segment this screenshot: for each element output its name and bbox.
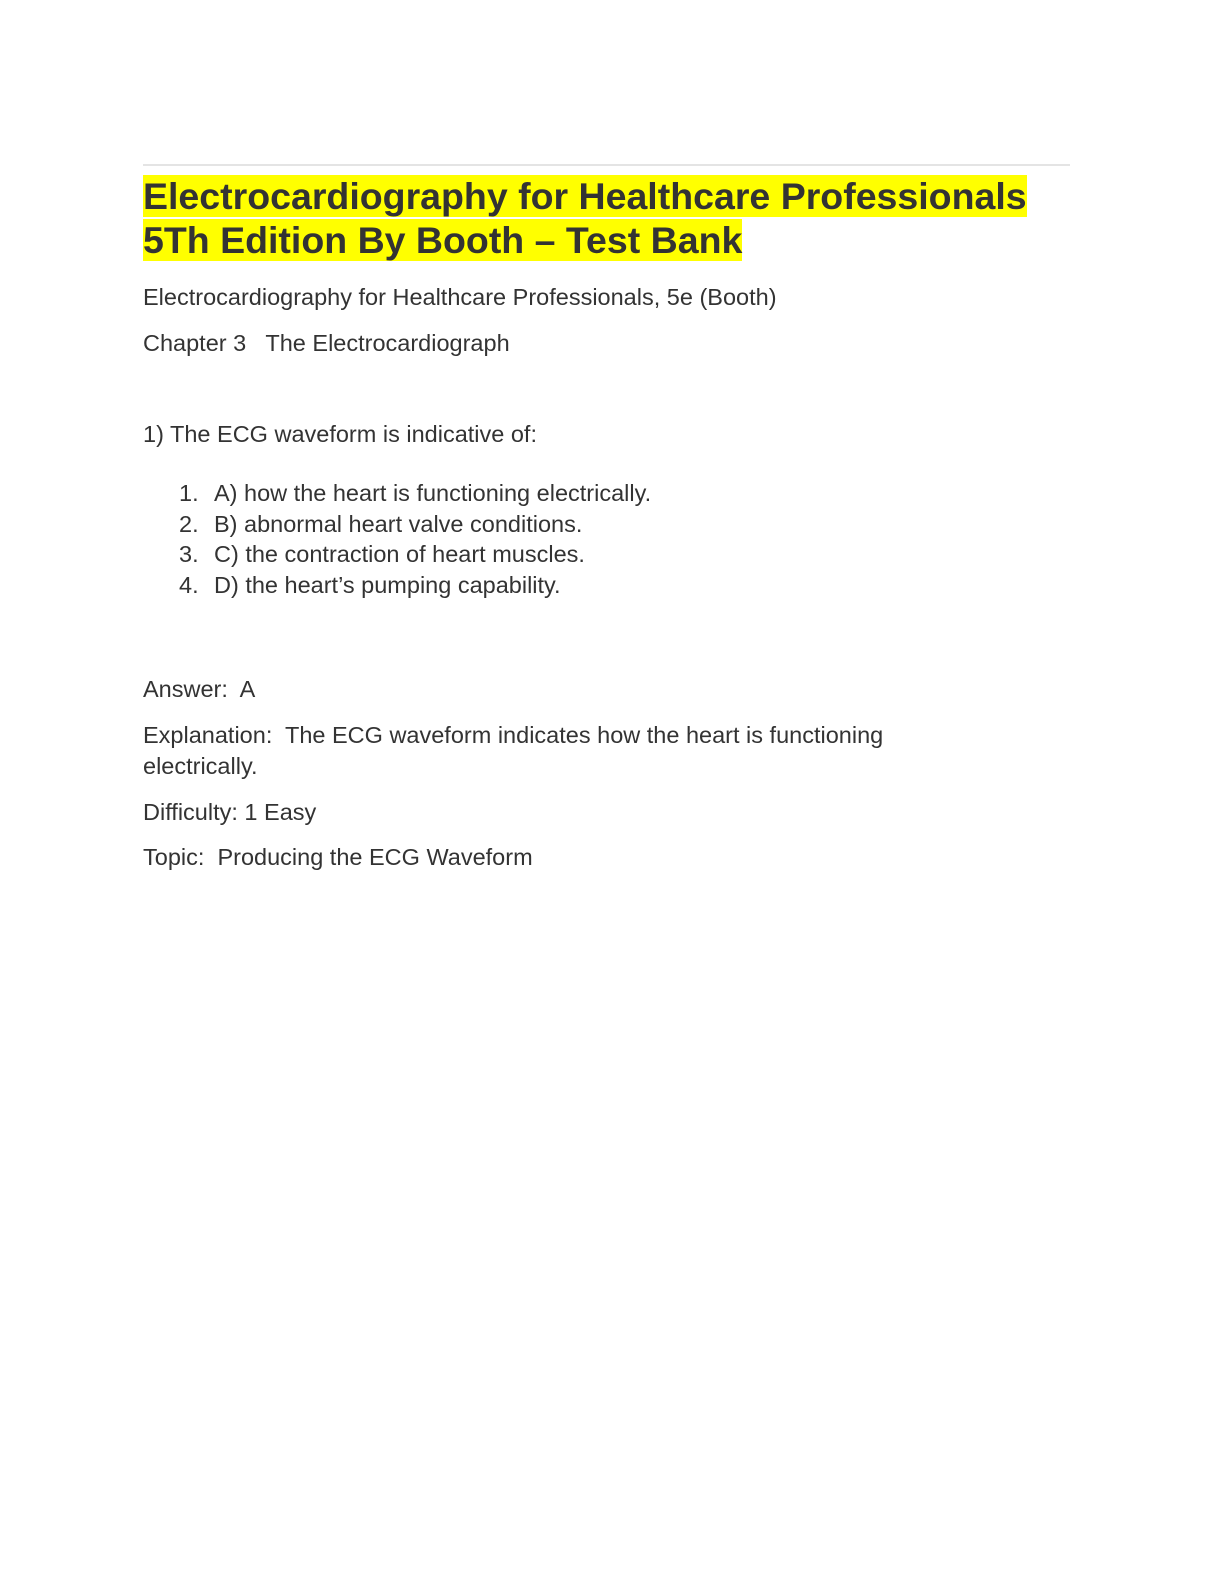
title-line-2: 5Th Edition By Booth – Test Bank (143, 219, 743, 261)
answer-line: Answer: A (143, 676, 256, 702)
document-title (143, 174, 1073, 262)
option-number: 3. (179, 541, 199, 567)
option-text: B) abnormal heart valve conditions. (214, 510, 583, 537)
question-stem: 1) The ECG waveform is indicative of: (143, 421, 537, 447)
explanation-text: Explanation: The ECG waveform indicates how the heart is functioning electrically. (143, 722, 890, 779)
title-line-1: Electrocardiography for Healthcare Professionals (143, 175, 1027, 217)
option-text: A) how the heart is functioning electrically. (214, 480, 652, 506)
option-text: C) the contraction of heart muscles. (214, 541, 585, 567)
book-subtitle: Electrocardiography for Healthcare Professionals, 5e (Booth) (143, 284, 777, 310)
option-text: D) the heart’s pumping capability. (214, 571, 561, 598)
topic-line: Topic: Producing the ECG Waveform (143, 844, 533, 870)
option-number: 4. (179, 571, 199, 598)
difficulty-line: Difficulty: 1 Easy (143, 799, 317, 825)
chapter-heading: Chapter 3 The Electrocardiograph (143, 330, 510, 356)
option-number: 2. (179, 510, 199, 537)
top-divider (143, 164, 1070, 166)
option-number: 1. (179, 480, 199, 506)
